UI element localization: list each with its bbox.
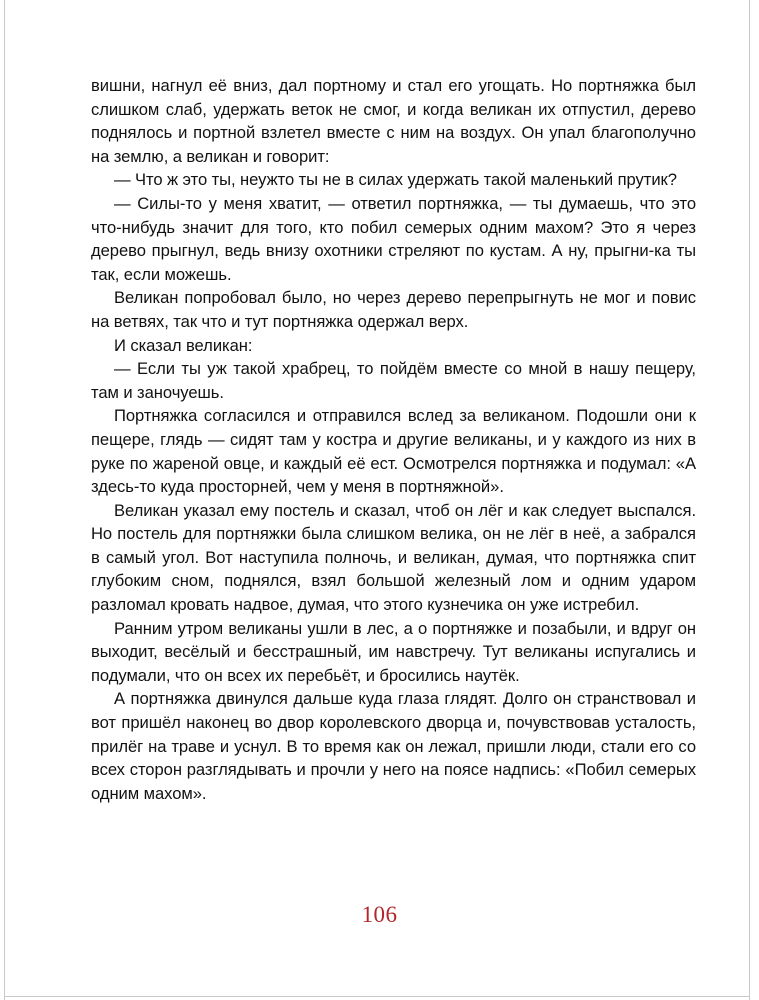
page-edge-right (749, 0, 750, 1000)
paragraph-continued: вишни, нагнул её вниз, дал портному и стал его угощать. Но портняжка был слишком слаб, удержать веток не смог, и когда великан их отпустил, дерево поднялось и портной взлетел вместе с ним на воздух. Он упал благополучно на землю, а великан и говорит: (91, 76, 696, 166)
page-number: 106 (361, 902, 398, 927)
paragraph: — Если ты уж такой храбрец, то пойдём вместе со мной в нашу пещеру, там и заночуешь. (91, 359, 696, 402)
paragraph: Великан указал ему постель и сказал, чтоб он лёг и как следует выспался. Но постель для портняжки была слишком велика, он не лёг в неё, а забрался в самый угол. Вот наступила полночь, и великан, думая, что портняжка спит глубоким сном, поднялся, взял большой железный лом и одним ударом разломал кровать надвое, думая, что этого кузнечика он уже истребил. (91, 500, 696, 615)
paragraph: Ранним утром великаны ушли в лес, а о портняжке и позабыли, и вдруг он выходит, весёлый и бесстрашный, им навстречу. Тут великаны испугались и подумали, что он всех их перебьёт, и бросились наутёк. (91, 618, 696, 685)
paragraph: Великан попробовал было, но через дерево перепрыгнуть не мог и повис на ветвях, так что и тут портняжка одержал верх. (91, 288, 696, 331)
page-edge-bottom (4, 996, 750, 997)
text-column (91, 74, 696, 805)
page-edge-left (4, 0, 5, 1000)
paragraph: И сказал великан: (114, 335, 253, 355)
paragraph: А портняжка двинулся дальше куда глаза глядят. Долго он странствовал и вот пришёл наконец во двор королевского дворца и, почувствовав усталость, прилёг на траве и уснул. В то время как он лежал, пришли люди, стали его со всех сторон разглядывать и прочли у него на поясе надпись: «Побил семерых одним махом». (91, 689, 696, 803)
paragraph: Портняжка согласился и отправился вслед за великаном. Подошли они к пещере, глядь — сидят там у костра и другие великаны, и у каждого из них в руке по жареной овце, и каждый её ест. Осмотрелся портняжка и подумал: «А здесь-то куда просторней, чем у меня в портняжной». (91, 406, 696, 497)
paragraph: — Силы-то у меня хватит, — ответил портняжка, — ты думаешь, что это что-нибудь значит для того, кто побил семерых одним махом? Это я через дерево прыгнул, ведь внизу охотники стреляют по кустам. А ну, прыгни-ка ты так, если можешь. (91, 193, 696, 284)
paragraph: — Что ж это ты, неужто ты не в силах удержать такой маленький прутик? (114, 170, 677, 190)
